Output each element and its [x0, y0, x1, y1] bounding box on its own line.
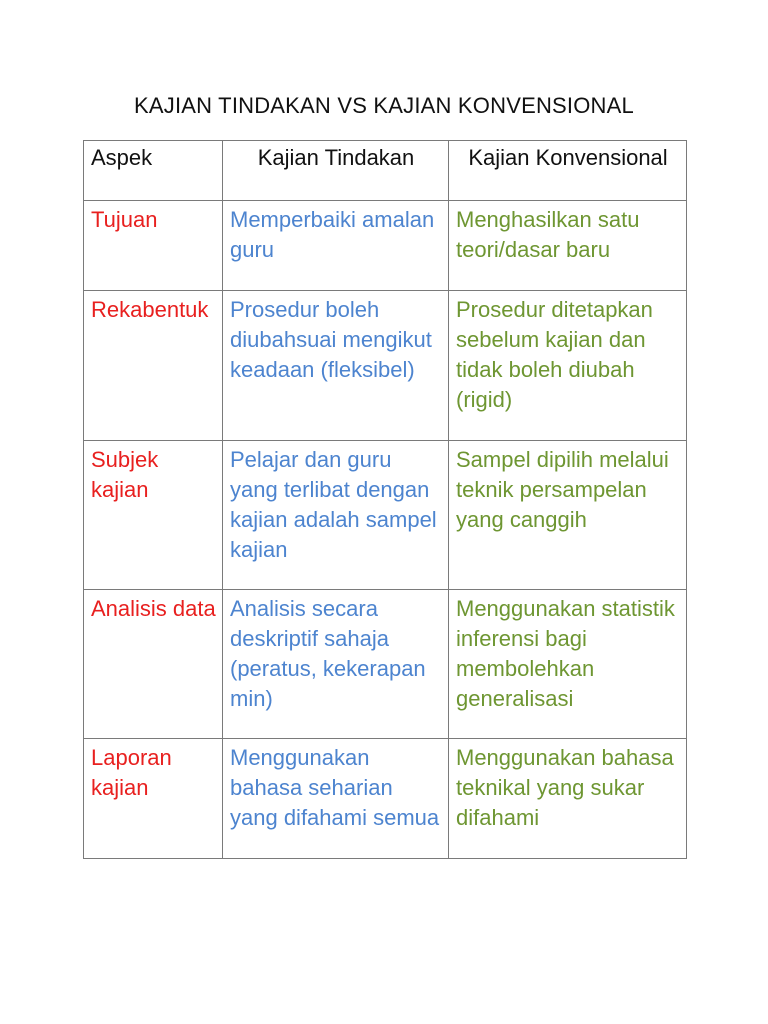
header-kajian-konvensional: Kajian Konvensional: [449, 141, 687, 201]
header-kajian-tindakan: Kajian Tindakan: [223, 141, 449, 201]
konvensional-cell: Menggunakan bahasa teknikal yang sukar difahami: [449, 739, 687, 859]
konvensional-cell: Prosedur ditetapkan sebelum kajian dan tidak boleh diubah (rigid): [449, 291, 687, 441]
table-row: [84, 291, 687, 441]
konvensional-cell: Menghasilkan satu teori/dasar baru: [449, 201, 687, 291]
tindakan-cell: Analisis secara deskriptif sahaja (peratus, kekerapan min): [223, 590, 449, 739]
tindakan-cell: Pelajar dan guru yang terlibat dengan kajian adalah sampel kajian: [223, 441, 449, 590]
aspect-cell: Tujuan: [84, 201, 223, 291]
aspect-cell: Analisis data: [84, 590, 223, 739]
comparison-table: [83, 140, 687, 859]
table-row: [84, 739, 687, 859]
tindakan-cell: Menggunakan bahasa seharian yang difahami semua: [223, 739, 449, 859]
konvensional-cell: Sampel dipilih melalui teknik persampelan yang canggih: [449, 441, 687, 590]
page-title: KAJIAN TINDAKAN VS KAJIAN KONVENSIONAL: [134, 93, 634, 118]
konvensional-cell: Menggunakan statistik inferensi bagi membolehkan generalisasi: [449, 590, 687, 739]
table-row: [84, 590, 687, 739]
tindakan-cell: Memperbaiki amalan guru: [223, 201, 449, 291]
table-row: [84, 441, 687, 590]
aspect-cell: Subjek kajian: [84, 441, 223, 590]
tindakan-cell: Prosedur boleh diubahsuai mengikut keadaan (fleksibel): [223, 291, 449, 441]
table-header-row: [84, 141, 687, 201]
table-row: [84, 201, 687, 291]
aspect-cell: Laporan kajian: [84, 739, 223, 859]
header-aspek: Aspek: [84, 141, 223, 201]
aspect-cell: Rekabentuk: [84, 291, 223, 441]
